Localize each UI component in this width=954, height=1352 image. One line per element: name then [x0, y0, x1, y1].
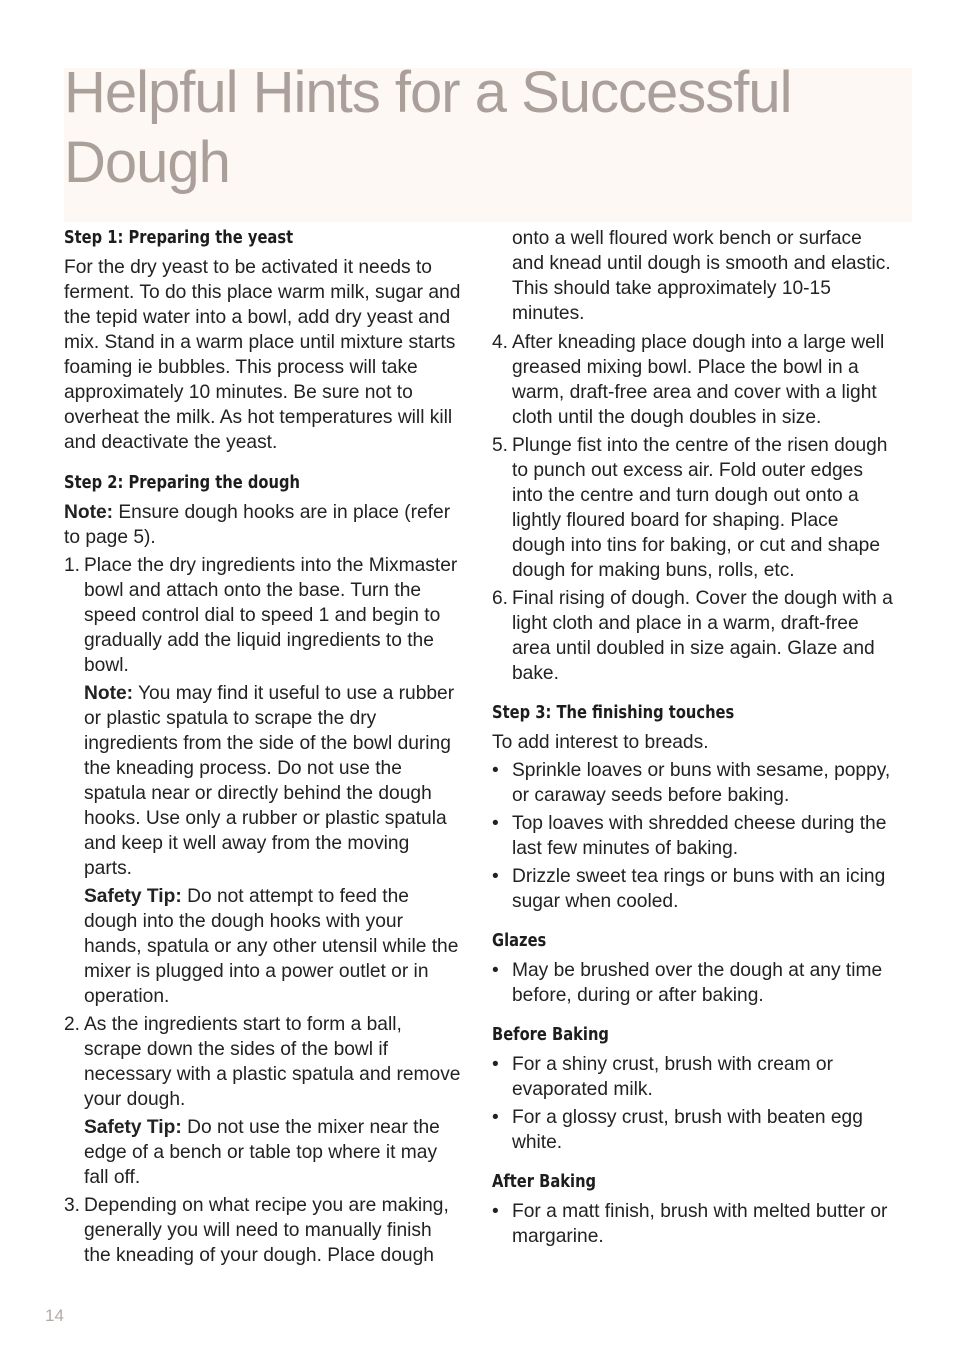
list-item — [492, 758, 894, 808]
before-baking-heading: Before Baking — [492, 1025, 609, 1045]
step3-heading: Step 3: The finishing touches — [492, 703, 735, 723]
step2-note — [64, 500, 462, 550]
list-marker: 1. — [64, 555, 81, 576]
bullet: • — [492, 1054, 499, 1075]
safety-tip-text: Do not use the mixer near the edge of a bench or table top where it may fall off. — [84, 1117, 440, 1188]
list-item-text: For a matt finish, brush with melted butter or margarine. — [512, 1201, 888, 1247]
list-item-text: May be brushed over the dough at any time before, during or after baking. — [512, 960, 883, 1006]
step1-heading: Step 1: Preparing the yeast — [64, 228, 294, 248]
note-text: Ensure dough hooks are in place (refer to page 5). — [64, 502, 451, 548]
step2-list-continued — [492, 330, 894, 686]
step3-list — [492, 758, 894, 914]
list-item-text: Depending on what recipe you are making, generally you will need to manually finish the kneading of your dough. Place dough — [84, 1195, 449, 1266]
step2-heading: Step 2: Preparing the dough — [64, 473, 300, 493]
step3-intro: To add interest to breads. — [492, 732, 709, 753]
step1-body: For the dry yeast to be activated it needs to ferment. To do this place warm milk, sugar and the tepid water into a bowl, add dry yeast and mix. Stand in a warm place until mixture starts foaming ie bubbles. This process will take approximately 10 minutes. Be sure not to overheat the milk. As hot temperatures will kill and deactivate the yeast. — [64, 257, 461, 453]
bullet: • — [492, 760, 499, 781]
bullet: • — [492, 1107, 499, 1128]
right-column — [492, 226, 894, 1252]
list-item — [492, 330, 894, 430]
list-item — [492, 811, 894, 861]
list-item — [64, 1012, 462, 1190]
item-safety-tip — [84, 1115, 462, 1190]
list-item — [492, 433, 894, 583]
list-item-text: For a shiny crust, brush with cream or evaporated milk. — [512, 1054, 833, 1100]
glazes-heading: Glazes — [492, 931, 547, 951]
bullet: • — [492, 813, 499, 834]
bullet: • — [492, 866, 499, 887]
list-item-text: Place the dry ingredients into the Mixmaster bowl and attach onto the base. Turn the speed control dial to speed 1 and begin to gradually add the liquid ingredients to the bowl. — [84, 555, 458, 676]
item-safety-tip — [84, 884, 462, 1009]
page-title: Helpful Hints for a Successful Dough — [64, 60, 792, 195]
safety-tip-text: Do not attempt to feed the dough into the dough hooks with your hands, spatula or any other utensil while the mixer is plugged into a power outlet or in operation. — [84, 886, 459, 1007]
list-marker: 6. — [492, 588, 509, 609]
list-item — [64, 553, 462, 1009]
note-label: Note: — [64, 502, 114, 523]
bullet: • — [492, 1201, 499, 1222]
list-marker: 5. — [492, 435, 509, 456]
list-item — [492, 864, 894, 914]
list-item-text: Top loaves with shredded cheese during the last few minutes of baking. — [512, 813, 887, 859]
list-marker: 3. — [64, 1195, 81, 1216]
list-item-text: Sprinkle loaves or buns with sesame, poppy, or caraway seeds before baking. — [512, 760, 891, 806]
item-note — [84, 681, 462, 881]
list-item-continued: onto a well floured work bench or surface and knead until dough is smooth and elastic. This should take approximately 10-15 minutes. — [512, 228, 891, 324]
after-baking-heading: After Baking — [492, 1172, 597, 1192]
safety-tip-label: Safety Tip: — [84, 886, 182, 907]
note-text: You may find it useful to use a rubber or plastic spatula to scrape the dry ingredients from the side of the bowl during the kneading process. Do not use the spatula near or directly behind the dough hooks. Use only a rubber or plastic spatula and keep it well away from the moving parts. — [84, 683, 455, 879]
safety-tip-label: Safety Tip: — [84, 1117, 182, 1138]
list-item — [492, 1199, 894, 1249]
list-marker: 2. — [64, 1014, 81, 1035]
list-item-text: Drizzle sweet tea rings or buns with an icing sugar when cooled. — [512, 866, 886, 912]
list-item — [492, 1105, 894, 1155]
left-column — [64, 226, 462, 1271]
page-number: 14 — [45, 1306, 64, 1325]
list-item-text: For a glossy crust, brush with beaten egg white. — [512, 1107, 863, 1153]
list-item — [492, 586, 894, 686]
list-item-text: As the ingredients start to form a ball, scrape down the sides of the bowl if necessary with a plastic spatula and remove your dough. — [84, 1014, 461, 1110]
list-item — [492, 958, 894, 1008]
after-baking-list — [492, 1199, 894, 1249]
step2-list — [64, 553, 462, 1268]
list-item — [492, 1052, 894, 1102]
list-marker: 4. — [492, 332, 509, 353]
note-label: Note: — [84, 683, 134, 704]
list-item-text: After kneading place dough into a large well greased mixing bowl. Place the bowl in a warm, draft-free area and cover with a light cloth until the dough doubles in size. — [512, 332, 885, 428]
list-item — [64, 1193, 462, 1268]
list-item-text: Final rising of dough. Cover the dough with a light cloth and place in a warm, draft-free area until doubled in size again. Glaze and bake. — [512, 588, 893, 684]
list-item-text: Plunge fist into the centre of the risen dough to punch out excess air. Fold outer edges into the centre and turn dough out onto a lightly floured board for shaping. Place dough into tins for baking, or cut and shape dough for making buns, rolls, etc. — [512, 435, 888, 581]
bullet: • — [492, 960, 499, 981]
glazes-list — [492, 958, 894, 1008]
before-baking-list — [492, 1052, 894, 1155]
